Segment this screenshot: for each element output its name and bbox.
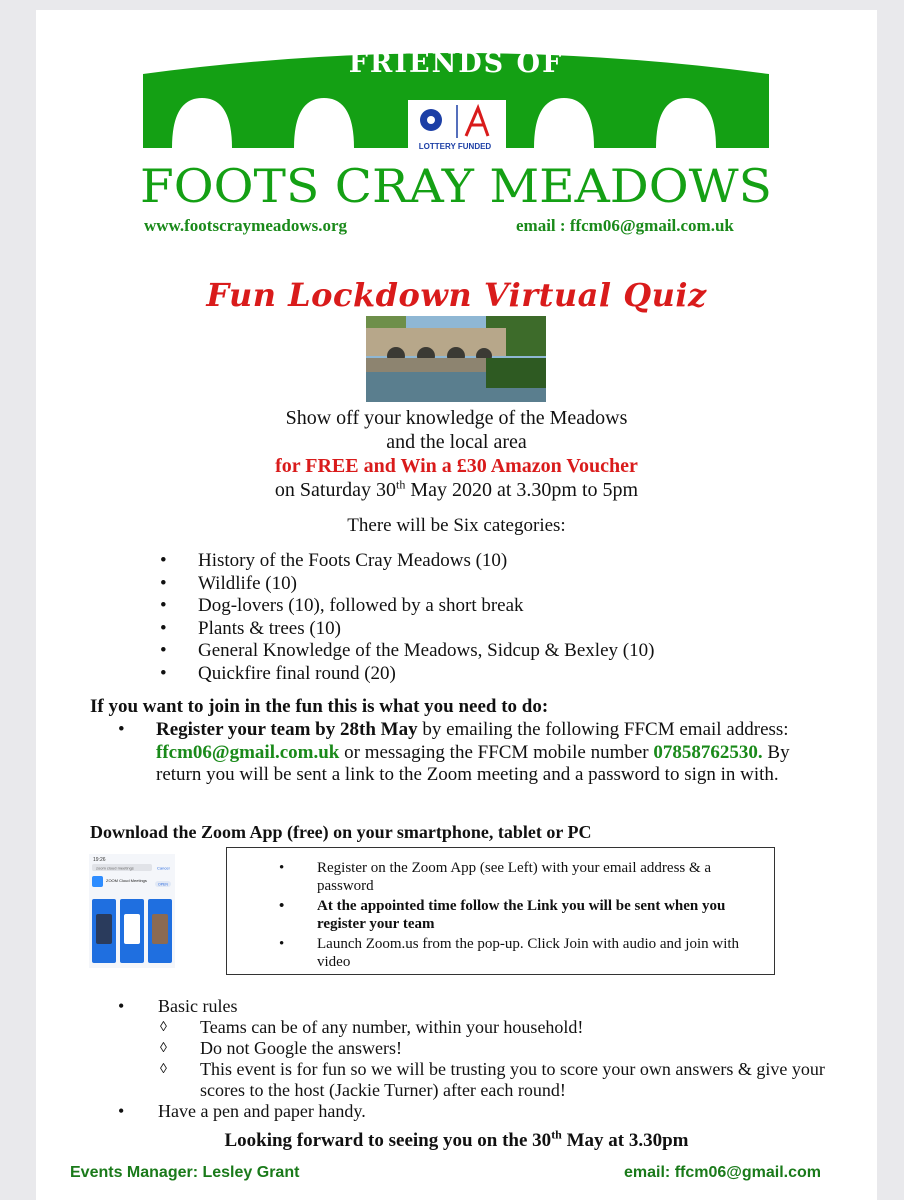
list-item: This event is for fun so we will be trusting you to score your own answers & give your scores to the host (Jackie Turner) after each round! [200,1059,825,1100]
svg-text:19:26: 19:26 [93,857,106,863]
register-email-link[interactable]: ffcm06@gmail.com.uk [156,741,340,763]
footer-email: email: ffcm06@gmail.com [624,1164,821,1181]
events-manager: Events Manager: Lesley Grant [70,1164,300,1181]
flyer-page [36,10,877,1200]
register-deadline: Register your team by 28th May [156,719,418,740]
svg-text:Cancel: Cancel [157,865,170,871]
rules-heading: Basic rules [158,996,238,1016]
zoom-app-screenshot [89,854,175,968]
friends-of-text: FRIENDS OF [348,48,564,79]
list-item: • Register on the Zoom App (see Left) with your email address & a password [279,860,749,895]
categories-list [160,550,654,685]
date-line: on Saturday 30th May 2020 at 3.30pm to 5pm [274,477,639,501]
intro-line-2: and the local area [386,431,527,453]
list-item: • Plants & trees (10) [160,618,654,641]
join-heading: If you want to join in the fun this is what you need to do: [90,696,549,717]
intro-line-1: Show off your knowledge of the Meadows [285,407,628,429]
org-name-text: FOOTS CRAY MEADOWS [140,159,772,213]
pen-paper-note: Have a pen and paper handy. [158,1101,366,1121]
list-item: • At the appointed time follow the Link you will be sent when you register your team [279,898,749,933]
quiz-title: Fun Lockdown Virtual Quiz [206,276,707,314]
phone-number: 07858762530. [653,741,763,763]
list-item: • Wildlife (10) [160,573,654,596]
list-item: Teams can be of any number, within your household! [200,1017,584,1037]
friends-logo [36,10,877,220]
bridge-photo [366,316,546,402]
svg-text:OPEN: OPEN [158,882,168,887]
svg-text:zoom cloud meetings: zoom cloud meetings [96,865,134,871]
list-item: • History of the Foots Cray Meadows (10) [160,550,654,573]
list-item: • Dog-lovers (10), followed by a short break [160,595,654,618]
zoom-instructions-box [226,847,775,975]
header-email: email : ffcm06@gmail.com.uk [516,216,734,235]
svg-text:ZOOM Cloud Meetings: ZOOM Cloud Meetings [106,878,147,883]
list-item: • General Knowledge of the Meadows, Sidcup & Bexley (10) [160,640,654,663]
website-text: www.footscraymeadows.org [144,216,348,235]
rules-section: • Basic rules ◊ Teams can be of any number, within your household! ◊ Do not Google the answers! ◊ This event is for fun so we will be trusting you to score your own answers & give your scores to the host (Jackie Turner) after each round! • Have a pen and paper handy. [118,996,825,1121]
register-paragraph: • Register your team by 28th May by emailing the following FFCM email address: ffcm06@gmail.com.uk or messaging the FFCM mobile number 07858762530. By return you will be sent a link to the Zoom meeting and a password to sign in with. [118,719,790,785]
zoom-download-heading: Download the Zoom App (free) on your smartphone, tablet or PC [90,822,592,842]
list-item: • Quickfire final round (20) [160,663,654,686]
closing-line: Looking forward to seeing you on the 30th May at 3.30pm [224,1127,689,1151]
lottery-label: LOTTERY FUNDED [418,142,492,151]
list-item: Do not Google the answers! [200,1038,402,1058]
zoom-app-icon [92,876,103,887]
list-item: • Launch Zoom.us from the pop-up. Click Join with audio and join with video [279,936,749,971]
prize-line: for FREE and Win a £30 Amazon Voucher [275,455,638,477]
categories-intro: There will be Six categories: [347,515,566,536]
